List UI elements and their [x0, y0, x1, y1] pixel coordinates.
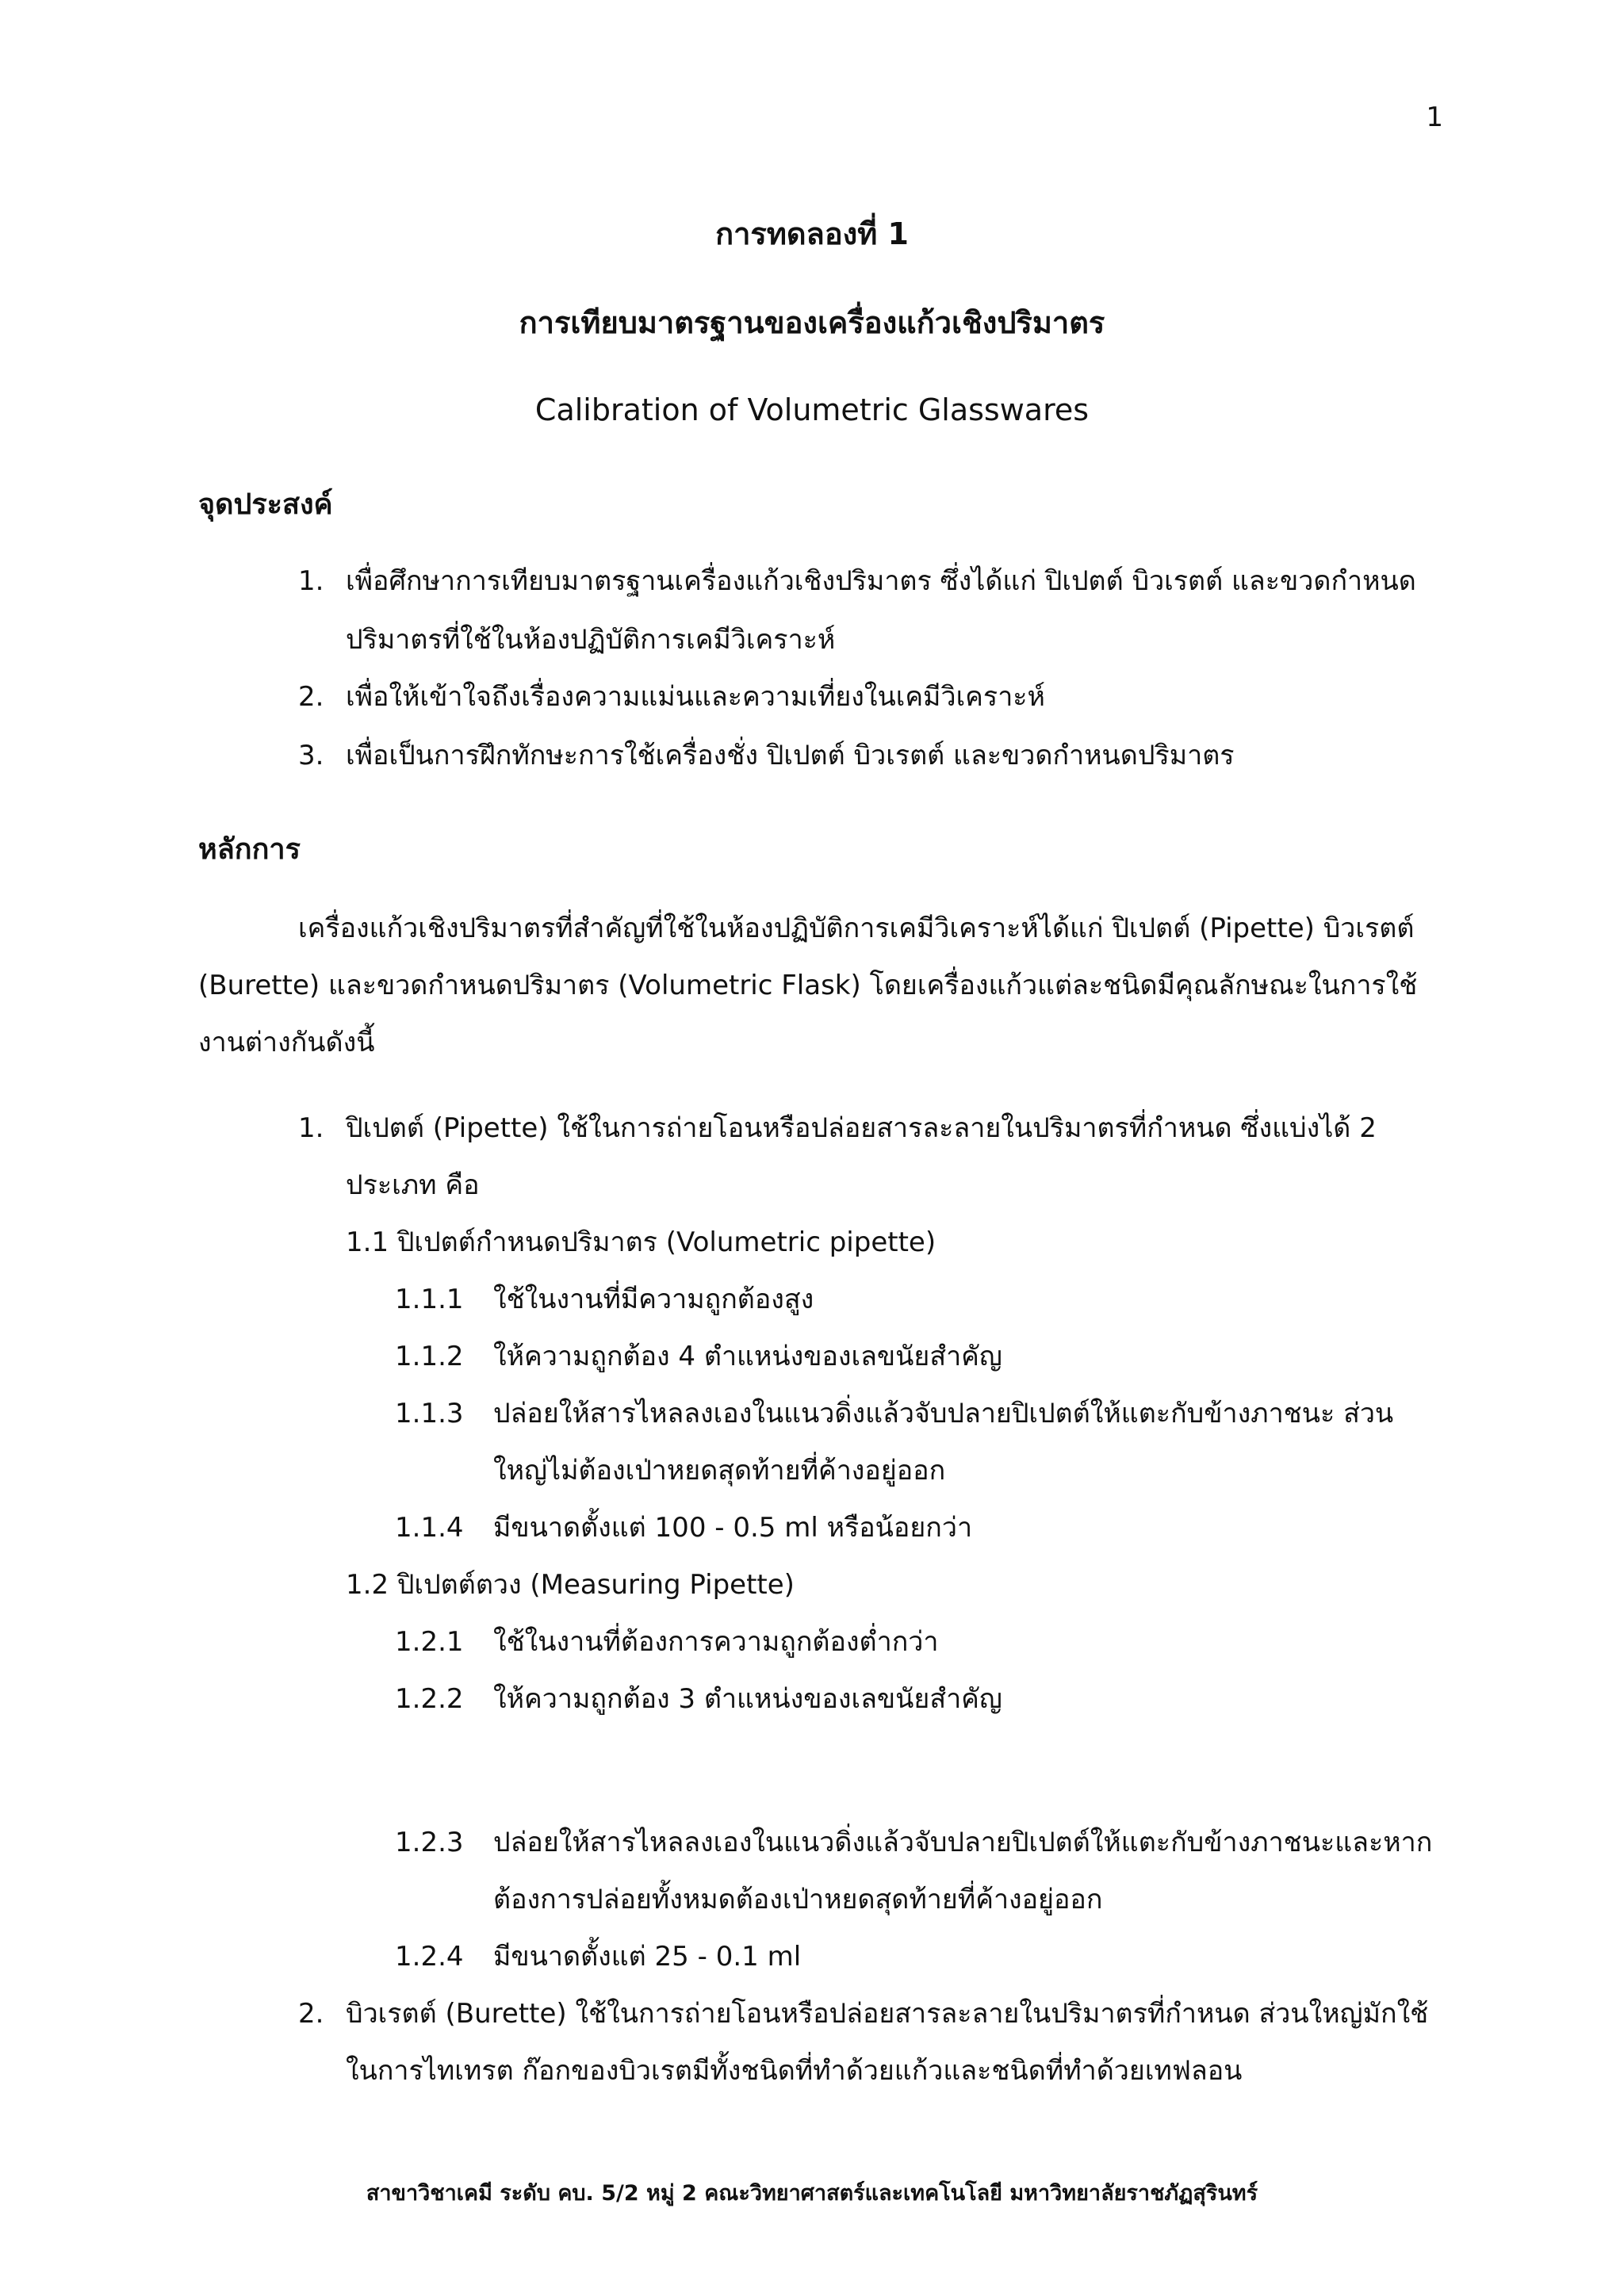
english-title: Calibration of Volumetric Glasswares: [534, 392, 1090, 427]
sub-item-number: 1.1.4: [395, 1512, 464, 1544]
sub-item-text: มีขนาดตั้งแต่ 100 - 0.5 ml หรือน้อยกว่า: [493, 1512, 973, 1544]
sub-item-text: ต้องการปล่อยทั้งหมดต้องเป่าหยดสุดท้ายที่ค้างอยู่ออก: [493, 1884, 1103, 1915]
sub-item-number: 1.2.2: [395, 1683, 464, 1715]
list-item-text: บิวเรตต์ (Burette) ใช้ในการถ่ายโอนหรือปล่อยสารละลายในปริมาตรที่กำหนด ส่วนใหญ่มักใช้: [346, 1998, 1429, 2030]
objective-text: เพื่อเป็นการฝึกทักษะการใช้เครื่องชั่ง ปิเปตต์ บิวเรตต์ และขวดกำหนดปริมาตร: [346, 740, 1235, 771]
sub-item-text: ปล่อยให้สารไหลลงเองในแนวดิ่งแล้วจับปลายปิเปตต์ให้แตะกับข้างภาชนะ ส่วน: [493, 1398, 1394, 1429]
principles-heading: หลักการ: [198, 833, 301, 866]
objectives-heading: จุดประสงค์: [198, 488, 333, 521]
principles-paragraph-line: งานต่างกันดังนี้: [198, 1027, 375, 1058]
list-item-text: ปิเปตต์ (Pipette) ใช้ในการถ่ายโอนหรือปล่อยสารละลายในปริมาตรที่กำหนด ซึ่งแบ่งได้ 2: [346, 1112, 1377, 1144]
list-item-text: ประเภท คือ: [346, 1169, 480, 1201]
list-item-text: ในการไทเทรต ก๊อกของบิวเรตมีทั้งชนิดที่ทำด้วยแก้วและชนิดที่ทำด้วยเทฟลอน: [346, 2055, 1243, 2087]
page-footer: สาขาวิชาเคมี ระดับ คบ. 5/2 หมู่ 2 คณะวิทยาศาสตร์และเทคโนโลยี มหาวิทยาลัยราชภัฏสุรินทร์: [366, 2181, 1258, 2206]
sub-item-number: 1.1.1: [395, 1284, 464, 1315]
objective-text: เพื่อศึกษาการเทียบมาตรฐานเครื่องแก้วเชิงปริมาตร ซึ่งได้แก่ ปิเปตต์ บิวเรตต์ และขวดกำหนด: [346, 565, 1416, 597]
experiment-number-title: การทดลองที่ 1: [715, 216, 909, 251]
objective-text: ปริมาตรที่ใช้ในห้องปฏิบัติการเคมีวิเคราะห์: [346, 624, 836, 656]
sub-item-number: 1.2.1: [395, 1626, 464, 1658]
objective-number: 3.: [298, 740, 324, 771]
sub-item-text: ใหญ่ไม่ต้องเป่าหยดสุดท้ายที่ค้างอยู่ออก: [493, 1455, 946, 1487]
sub-item-number: 1.2.4: [395, 1941, 464, 1973]
list-item-number: 2.: [298, 1998, 324, 2030]
list-item-number: 1.: [298, 1112, 324, 1144]
sub-section-label: 1.2 ปิเปตต์ตวง (Measuring Pipette): [346, 1569, 795, 1601]
sub-item-number: 1.1.3: [395, 1398, 464, 1429]
sub-section-label: 1.1 ปิเปตต์กำหนดปริมาตร (Volumetric pipette): [346, 1226, 936, 1258]
objective-text: เพื่อให้เข้าใจถึงเรื่องความแม่นและความเที่ยงในเคมีวิเคราะห์: [346, 681, 1045, 713]
objective-number: 2.: [298, 681, 324, 713]
sub-item-text: ปล่อยให้สารไหลลงเองในแนวดิ่งแล้วจับปลายปิเปตต์ให้แตะกับข้างภาชนะและหาก: [493, 1827, 1433, 1858]
page-number: 1: [1426, 101, 1443, 133]
principles-paragraph-line: (Burette) และขวดกำหนดปริมาตร (Volumetric Flask) โดยเครื่องแก้วแต่ละชนิดมีคุณลักษณะในการใช้: [198, 970, 1418, 1001]
sub-item-number: 1.2.3: [395, 1827, 464, 1858]
sub-item-text: มีขนาดตั้งแต่ 25 - 0.1 ml: [493, 1941, 802, 1973]
sub-item-number: 1.1.2: [395, 1341, 464, 1372]
sub-item-text: ให้ความถูกต้อง 3 ตำแหน่งของเลขนัยสำคัญ: [493, 1683, 1002, 1715]
thai-title: การเทียบมาตรฐานของเครื่องแก้วเชิงปริมาตร: [519, 305, 1105, 340]
sub-item-text: ใช้ในงานที่ต้องการความถูกต้องต่ำกว่า: [493, 1626, 939, 1658]
sub-item-text: ใช้ในงานที่มีความถูกต้องสูง: [493, 1284, 814, 1315]
sub-item-text: ให้ความถูกต้อง 4 ตำแหน่งของเลขนัยสำคัญ: [493, 1341, 1002, 1372]
principles-paragraph-line: เครื่องแก้วเชิงปริมาตรที่สำคัญที่ใช้ในห้องปฏิบัติการเคมีวิเคราะห์ได้แก่ ปิเปตต์ (Pipette) บิวเรตต์: [298, 913, 1415, 944]
objective-number: 1.: [298, 565, 324, 597]
